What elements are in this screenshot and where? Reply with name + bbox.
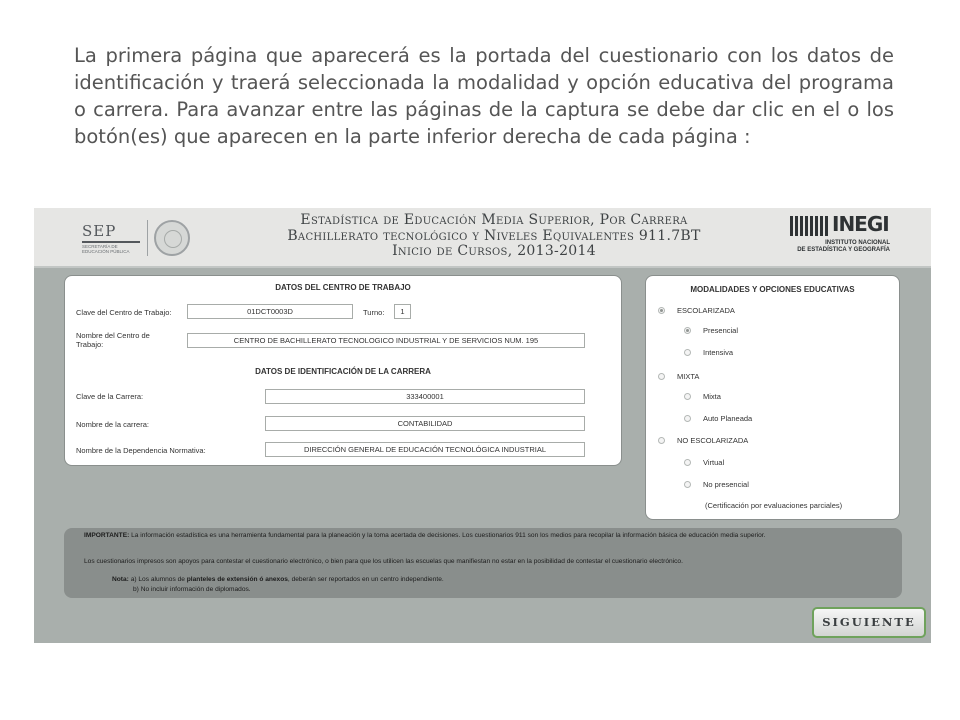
form-title [234,213,754,260]
option-auto-planeada[interactable] [684,414,752,423]
career-key-field[interactable]: 333400001 [265,389,585,404]
notice-important-label: IMPORTANTE: [84,532,130,539]
modality-mixta[interactable] [658,372,699,381]
option-presencial[interactable] [684,326,738,335]
next-button[interactable]: SIGUIENTE [812,607,926,638]
inegi-logo-subtitle-2: DE ESTADÍSTICA Y GEOGRAFÍA [797,247,890,253]
inegi-mark-icon [790,216,830,236]
notice-note-a-post: , deberán ser reportados en un centro independiente. [287,576,444,583]
work-center-name-field[interactable]: CENTRO DE BACHILLERATO TECNOLOGICO INDUSTRIAL Y DE SERVICIOS NUM. 195 [187,333,585,348]
work-center-name-label: Nombre del Centro de Trabajo: [76,331,150,349]
modality-no-escolarizada[interactable] [658,436,748,445]
career-key-label: Clave de la Carrera: [76,392,144,401]
intro-paragraph: La primera página que aparecerá es la portada del cuestionario con los datos de identificación y traerá seleccionada la modalidad y opción educativa del programa o carrera. Para avanzar entre las páginas de la captura se debe dar clic en el o los botón(es) que aparecen en la parte inferior derecha de cada página : [74,44,894,148]
option-mixta-label: Mixta [703,392,721,401]
modalities-title: MODALIDADES Y OPCIONES EDUCATIVAS [690,285,855,294]
inegi-logo-subtitle [790,240,890,254]
notice-note-a-bold: planteles de extensión ó anexos [186,576,288,583]
sep-logo-rule [82,241,140,243]
notice-important-text: La información estadística es una herramienta fundamental para la planeación y la toma acertada de decisiones. Los cuestionarios 911 son los medios para recopilar la información básica de educación media superior. [129,532,766,539]
option-presencial-label: Presencial [703,326,739,335]
notice-paragraph-1 [84,531,884,540]
inegi-logo-word: INEGI [832,212,889,236]
option-intensiva-label: Intensiva [703,348,734,357]
inegi-logo [790,212,890,260]
form-title-line-1: Estadística de Educación Media Superior, Por Carrera [300,212,688,228]
shift-label: Turno: [363,308,385,317]
radio-mixta[interactable] [658,373,665,380]
option-intensiva[interactable] [684,348,733,357]
notice-note-a [112,575,872,584]
work-center-title: DATOS DEL CENTRO DE TRABAJO [275,283,411,292]
form-header [34,208,931,268]
governing-agency-field[interactable]: DIRECCIÓN GENERAL DE EDUCACIÓN TECNOLÓGICA INDUSTRIAL [265,442,585,457]
governing-agency-label: Nombre de la Dependencia Normativa: [76,446,206,455]
modality-escolarizada[interactable] [658,306,735,315]
radio-auto-planeada[interactable] [684,415,691,422]
radio-escolarizada[interactable] [658,307,665,314]
notice-note-label: Nota: [112,576,129,583]
career-title: DATOS DE IDENTIFICACIÓN DE LA CARRERA [255,367,431,376]
sep-logo-subtitle-1: SECRETARÍA DE [82,244,118,249]
radio-no-escolarizada[interactable] [658,437,665,444]
radio-intensiva[interactable] [684,349,691,356]
option-mixta[interactable] [684,392,721,401]
inegi-logo-subtitle-1: INSTITUTO NACIONAL [825,240,890,246]
option-virtual[interactable] [684,458,724,467]
shift-field[interactable]: 1 [394,304,411,319]
app-screenshot [34,208,931,643]
modality-escolarizada-label: ESCOLARIZADA [677,306,735,315]
option-virtual-label: Virtual [703,458,725,467]
radio-mixta-option[interactable] [684,393,691,400]
radio-virtual[interactable] [684,459,691,466]
radio-no-presencial[interactable] [684,481,691,488]
form-title-line-3: Inicio de Cursos, 2013-2014 [392,243,596,259]
sep-logo-subtitle-2: EDUCACIÓN PÚBLICA [82,249,130,254]
identification-panel [64,275,622,466]
logo-divider [147,220,148,256]
national-seal-icon [154,220,190,256]
notice-note-b: b) No incluir información de diplomados. [133,586,251,593]
career-name-label: Nombre de la carrera: [76,420,149,429]
important-notice [64,528,902,598]
form-title-line-2: Bachillerato tecnológico y Niveles Equivalentes 911.7BT [287,227,701,244]
option-no-presencial[interactable] [684,480,749,489]
option-auto-planeada-label: Auto Planeada [703,414,753,423]
modality-mixta-label: MIXTA [677,372,700,381]
modality-no-escolarizada-label: NO ESCOLARIZADA [677,436,749,445]
work-center-key-label: Clave del Centro de Trabajo: [76,308,172,317]
certification-note: (Certificación por evaluaciones parciales) [705,501,843,510]
work-center-key-field[interactable]: 01DCT0003D [187,304,353,319]
option-no-presencial-label: No presencial [703,480,749,489]
sep-logo [82,222,144,256]
radio-presencial[interactable] [684,327,691,334]
notice-paragraph-2: Los cuestionarios impresos son apoyos para contestar el cuestionario electrónico, o bien para que los utilicen las escuelas que manifiestan no estar en la posibilidad de contestar el cuestionario electrónico. [84,558,683,565]
career-name-field[interactable]: CONTABILIDAD [265,416,585,431]
sep-logo-word: SEP [82,222,117,240]
notice-note-a-pre: a) Los alumnos de [128,576,187,583]
